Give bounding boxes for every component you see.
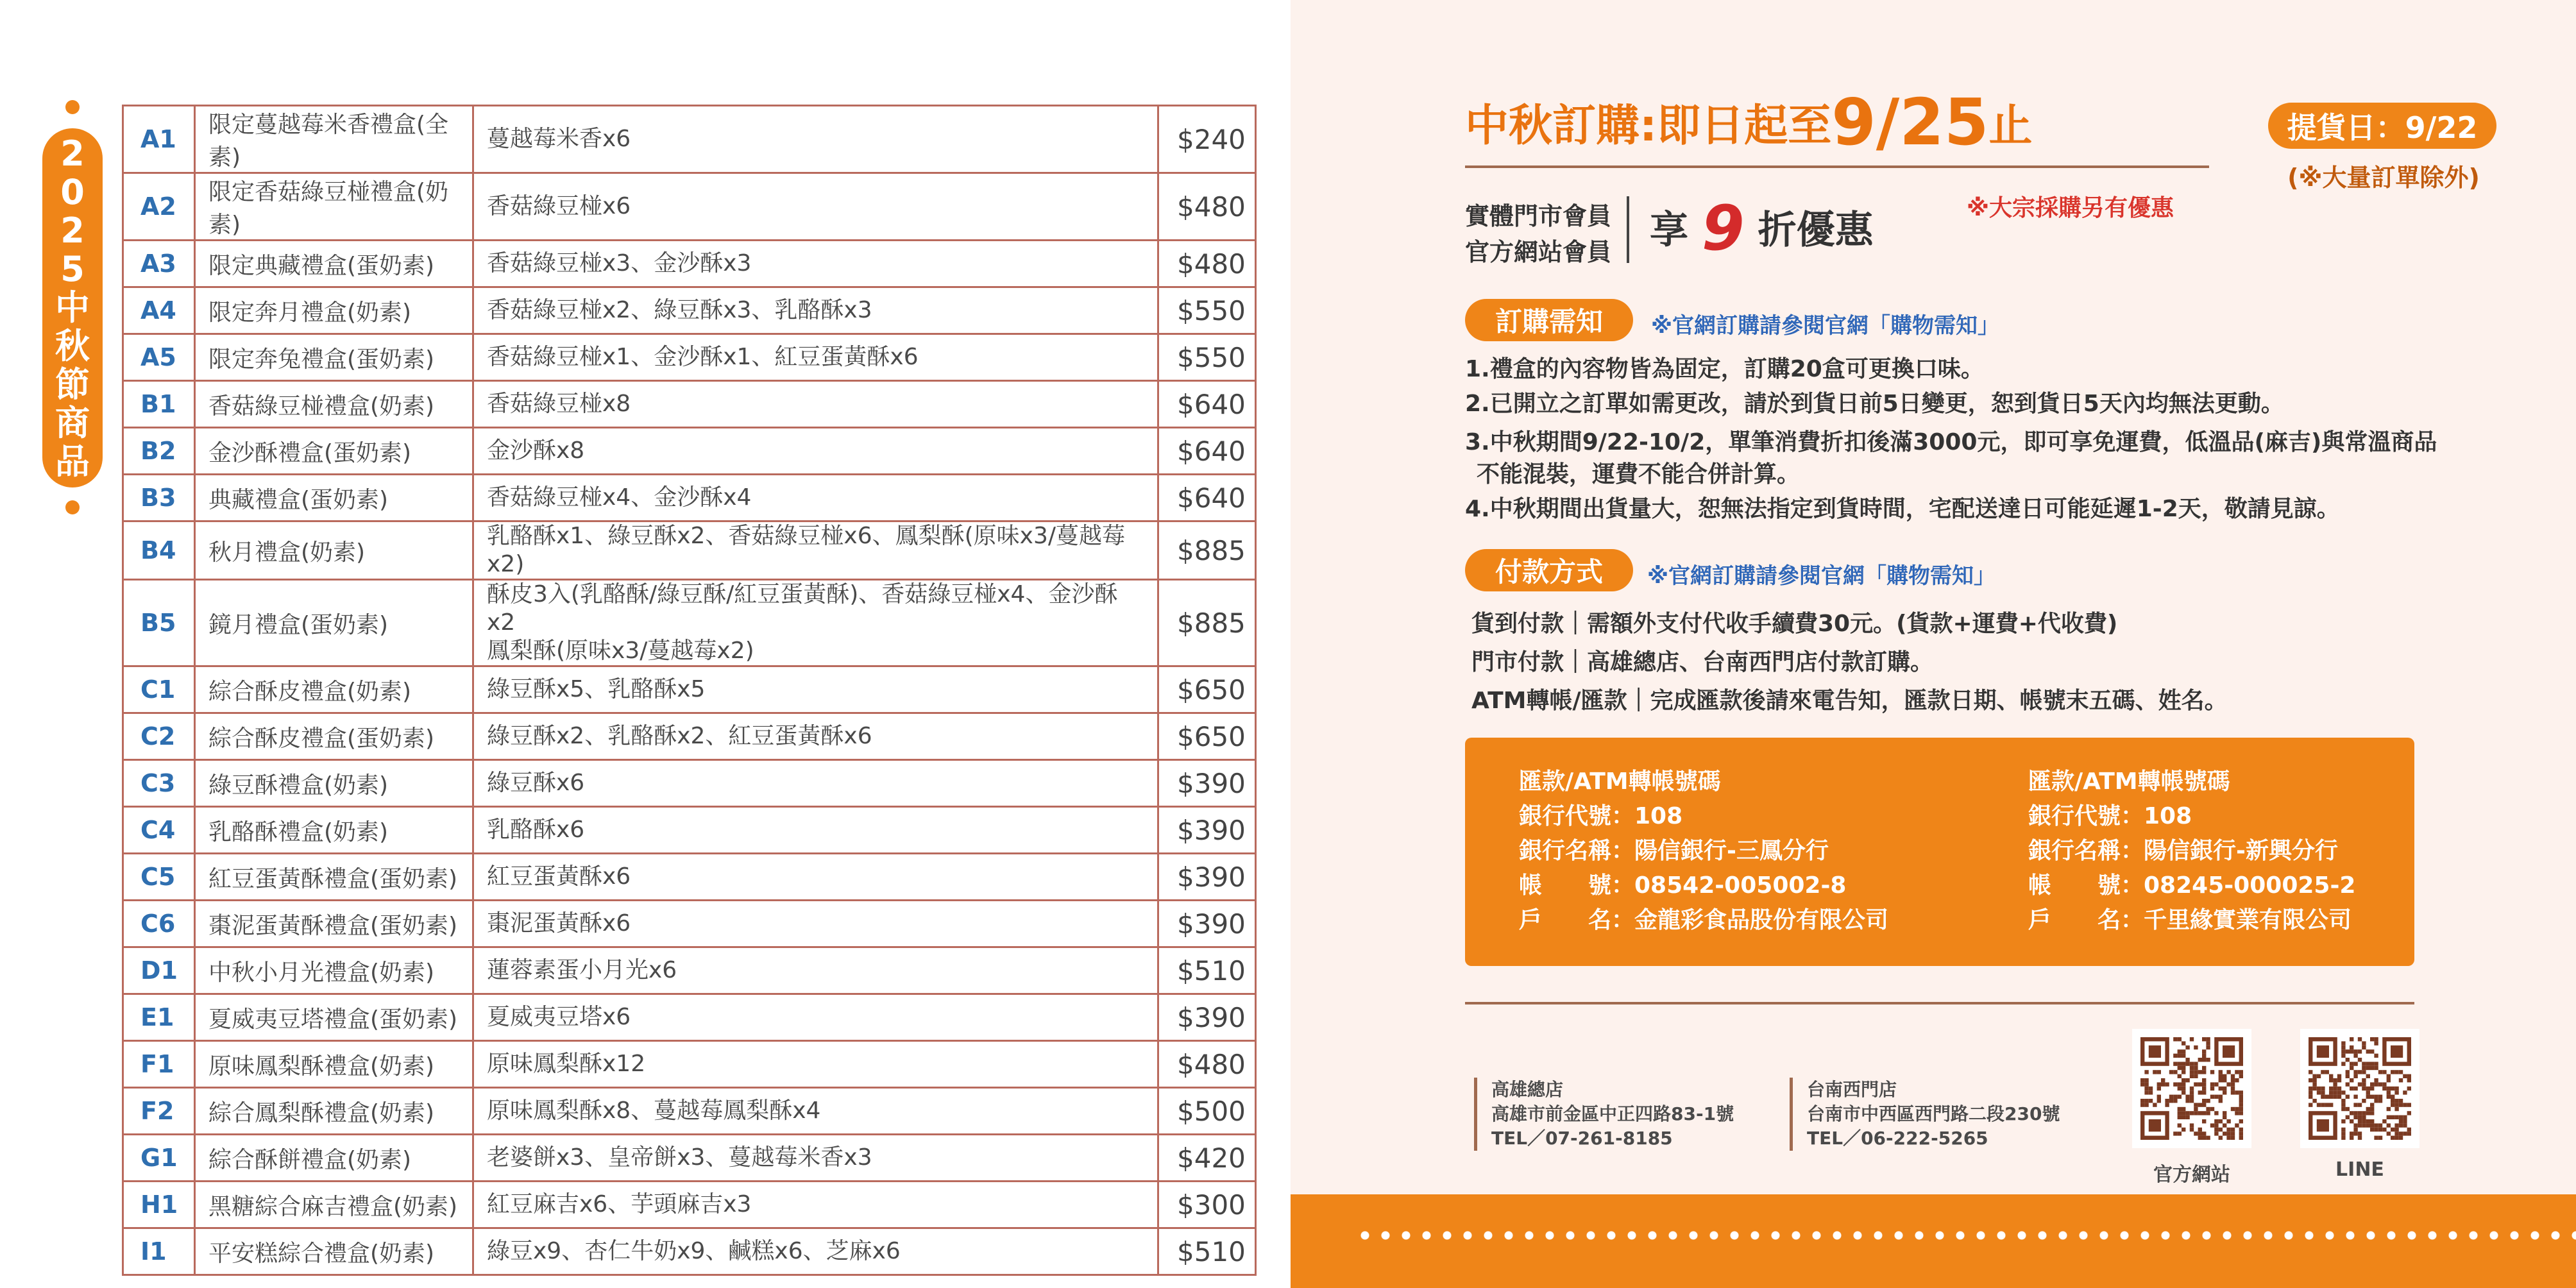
product-name: 綜合酥皮禮盒(蛋奶素)	[195, 713, 473, 760]
store-tainan	[1790, 1078, 2060, 1151]
product-code: B2	[123, 428, 195, 475]
product-contents: 香菇綠豆椪x4、金沙酥x4	[473, 475, 1158, 521]
side-title-char: 品	[55, 441, 90, 482]
bank-account-number: 帳 號：08245-000025-2	[2028, 872, 2356, 899]
product-contents: 香菇綠豆椪x8	[473, 381, 1158, 428]
product-price: $885	[1158, 521, 1256, 580]
product-contents: 金沙酥x8	[473, 428, 1158, 475]
product-price: $480	[1158, 173, 1256, 241]
product-contents: 夏威夷豆塔x6	[473, 994, 1158, 1041]
product-contents: 紅豆蛋黃酥x6	[473, 854, 1158, 901]
product-price: $550	[1158, 334, 1256, 381]
product-code: B3	[123, 475, 195, 521]
side-title-char: 節	[55, 364, 90, 405]
product-contents: 綠豆酥x2、乳酪酥x2、紅豆蛋黃酥x6	[473, 713, 1158, 760]
product-name: 黑糖綜合麻吉禮盒(奶素)	[195, 1182, 473, 1228]
product-price: $885	[1158, 580, 1256, 666]
dotted-line-decor	[1355, 1230, 2576, 1241]
website-qr-code[interactable]	[2132, 1029, 2251, 1148]
order-rule-4: 4.中秋期間出貨量大，恕無法指定到貨時間，宅配送達日可能延遲1-2天，敬請見諒。	[1465, 496, 2340, 522]
product-row	[123, 901, 1256, 947]
side-title-char: 5	[60, 249, 85, 289]
product-code: A2	[123, 173, 195, 241]
product-row	[123, 428, 1256, 475]
side-title-char: 0	[60, 172, 85, 212]
headline-prefix: 中秋訂購:即日起至	[1465, 101, 1832, 151]
product-row	[123, 713, 1256, 760]
bank-account-box	[1465, 738, 2414, 966]
product-price: $640	[1158, 475, 1256, 521]
product-price: $390	[1158, 760, 1256, 807]
product-price: $390	[1158, 807, 1256, 854]
member-store-label: 實體門市會員	[1465, 202, 1612, 230]
product-code: C5	[123, 854, 195, 901]
bulk-purchase-note: ※大宗採購另有優惠	[1967, 195, 2174, 221]
product-price: $390	[1158, 994, 1256, 1041]
bank-account-holder: 戶 名：千里緣實業有限公司	[2028, 907, 2352, 933]
store-phone: TEL／06-222-5265	[1807, 1128, 1988, 1149]
product-name: 限定奔兔禮盒(蛋奶素)	[195, 334, 473, 381]
product-code: C6	[123, 901, 195, 947]
order-info-panel	[1291, 0, 2576, 1288]
product-price: $480	[1158, 1041, 1256, 1088]
bank-account-1	[1519, 765, 1888, 938]
discount-post: 折優惠	[1758, 208, 1874, 253]
discount-offer	[1650, 192, 1874, 264]
product-name: 鏡月禮盒(蛋奶素)	[195, 580, 473, 666]
product-code: B1	[123, 381, 195, 428]
product-row	[123, 173, 1256, 241]
payment-atm: ATM轉帳/匯款｜完成匯款後請來電告知，匯款日期、帳號末五碼、姓名。	[1471, 688, 2228, 714]
product-name: 限定奔月禮盒(奶素)	[195, 287, 473, 334]
store-phone: TEL／07-261-8185	[1491, 1128, 1673, 1149]
product-name: 夏威夷豆塔禮盒(蛋奶素)	[195, 994, 473, 1041]
side-title-tab	[42, 128, 103, 487]
product-contents: 棗泥蛋黃酥x6	[473, 901, 1158, 947]
product-row	[123, 1041, 1256, 1088]
product-row	[123, 1088, 1256, 1135]
side-title-char: 商	[55, 403, 90, 443]
product-contents: 香菇綠豆椪x6	[473, 173, 1158, 241]
product-name: 綠豆酥禮盒(奶素)	[195, 760, 473, 807]
product-contents: 紅豆麻吉x6、芋頭麻吉x3	[473, 1182, 1158, 1228]
side-dot-top	[65, 100, 80, 114]
product-contents: 綠豆x9、杏仁牛奶x9、鹹糕x6、芝麻x6	[473, 1228, 1158, 1275]
product-row	[123, 947, 1256, 994]
product-row	[123, 1228, 1256, 1275]
product-code: F1	[123, 1041, 195, 1088]
member-online-label: 官方網站會員	[1465, 238, 1612, 266]
bank-account-holder: 戶 名：金龍彩食品股份有限公司	[1519, 907, 1889, 933]
side-dot-bottom	[65, 500, 80, 514]
product-name: 綜合酥皮禮盒(奶素)	[195, 666, 473, 713]
bank-name: 銀行名稱：陽信銀行-新興分行	[2028, 838, 2338, 864]
product-contents: 原味鳳梨酥x12	[473, 1041, 1158, 1088]
store-name: 高雄總店	[1491, 1079, 1564, 1100]
product-price: $650	[1158, 666, 1256, 713]
product-contents-line: 鳳梨酥(原味x3/蔓越莓x2)	[487, 638, 754, 664]
product-name: 棗泥蛋黃酥禮盒(蛋奶素)	[195, 901, 473, 947]
payment-store: 門市付款｜高雄總店、台南西門店付款訂購。	[1471, 649, 1934, 675]
product-row	[123, 287, 1256, 334]
store-kaohsiung	[1474, 1078, 1734, 1151]
headline-divider	[1465, 165, 2209, 168]
product-price: $510	[1158, 1228, 1256, 1275]
bank-title: 匯款/ATM轉帳號碼	[1519, 768, 1721, 795]
product-row	[123, 666, 1256, 713]
product-row	[123, 854, 1256, 901]
product-price: $640	[1158, 428, 1256, 475]
product-contents: 乳酪酥x6	[473, 807, 1158, 854]
product-code: A4	[123, 287, 195, 334]
product-code: B5	[123, 580, 195, 666]
product-name: 限定香菇綠豆椪禮盒(奶素)	[195, 173, 473, 241]
product-name: 秋月禮盒(奶素)	[195, 521, 473, 580]
payment-cod: 貨到付款｜需額外支付代收手續費30元。(貨款+運費+代收費)	[1471, 611, 2118, 637]
product-table	[122, 105, 1257, 1276]
bank-account-2	[2028, 765, 2355, 938]
product-code: B4	[123, 521, 195, 580]
product-name: 乳酪酥禮盒(奶素)	[195, 807, 473, 854]
product-contents: 蓮蓉素蛋小月光x6	[473, 947, 1158, 994]
product-price: $480	[1158, 241, 1256, 287]
side-title-char: 秋	[55, 326, 90, 366]
product-row	[123, 475, 1256, 521]
bank-name: 銀行名稱：陽信銀行-三鳳分行	[1519, 838, 1829, 864]
product-contents	[473, 580, 1158, 666]
bank-code: 銀行代號：108	[2028, 803, 2192, 829]
product-code: G1	[123, 1135, 195, 1182]
payment-method-note: ※官網訂購請參閱官網「購物需知」	[1647, 563, 1996, 589]
product-row	[123, 1135, 1256, 1182]
product-contents: 綠豆酥x5、乳酪酥x5	[473, 666, 1158, 713]
headline-date: 9/25	[1831, 85, 1989, 160]
product-contents-line: 酥皮3入(乳酪酥/綠豆酥/紅豆蛋黃酥)、香菇綠豆椪x4、金沙酥x2	[487, 581, 1118, 636]
product-price: $390	[1158, 901, 1256, 947]
product-row	[123, 580, 1256, 666]
product-price: $550	[1158, 287, 1256, 334]
order-rule-3-cont: 不能混裝，運費不能合併計算。	[1477, 461, 1801, 487]
product-row	[123, 1182, 1256, 1228]
line-qr-code[interactable]	[2300, 1029, 2419, 1148]
bank-code: 銀行代號：108	[1519, 803, 1683, 829]
product-name: 綜合鳳梨酥禮盒(奶素)	[195, 1088, 473, 1135]
product-code: A5	[123, 334, 195, 381]
bank-account-number: 帳 號：08542-005002-8	[1519, 872, 1847, 899]
bank-title: 匯款/ATM轉帳號碼	[2028, 768, 2230, 795]
website-qr-label: 官方網站	[2153, 1164, 2230, 1186]
product-row	[123, 994, 1256, 1041]
product-price: $300	[1158, 1182, 1256, 1228]
side-title-char: 2	[60, 133, 85, 174]
product-name: 紅豆蛋黃酥禮盒(蛋奶素)	[195, 854, 473, 901]
store-address: 高雄市前金區中正四路83-1號	[1491, 1103, 1734, 1124]
product-name: 中秋小月光禮盒(奶素)	[195, 947, 473, 994]
product-contents: 香菇綠豆椪x1、金沙酥x1、紅豆蛋黃酥x6	[473, 334, 1158, 381]
product-price: $640	[1158, 381, 1256, 428]
product-code: H1	[123, 1182, 195, 1228]
pickup-note: (※大量訂單除外)	[2287, 164, 2480, 192]
product-code: E1	[123, 994, 195, 1041]
product-contents: 原味鳳梨酥x8、蔓越莓鳳梨酥x4	[473, 1088, 1158, 1135]
product-row	[123, 521, 1256, 580]
product-price: $500	[1158, 1088, 1256, 1135]
headline-suffix: 止	[1988, 101, 2033, 151]
product-contents: 綠豆酥x6	[473, 760, 1158, 807]
product-row	[123, 760, 1256, 807]
product-price: $650	[1158, 713, 1256, 760]
product-name: 金沙酥禮盒(蛋奶素)	[195, 428, 473, 475]
side-title-char: 2	[60, 210, 85, 251]
product-price: $420	[1158, 1135, 1256, 1182]
product-code: A1	[123, 106, 195, 173]
bottom-decor-band	[1291, 1194, 2576, 1288]
product-row	[123, 381, 1256, 428]
product-contents: 乳酪酥x1、綠豆酥x2、香菇綠豆椪x6、鳳梨酥(原味x3/蔓越莓x2)	[473, 521, 1158, 580]
product-price: $390	[1158, 854, 1256, 901]
store-name: 台南西門店	[1807, 1079, 1897, 1100]
product-price: $510	[1158, 947, 1256, 994]
member-divider	[1627, 196, 1629, 263]
payment-method-pill: 付款方式	[1465, 549, 1633, 591]
footer-divider	[1465, 1002, 2414, 1004]
product-name: 原味鳳梨酥禮盒(奶素)	[195, 1041, 473, 1088]
product-name: 限定蔓越莓米香禮盒(全素)	[195, 106, 473, 173]
product-name: 香菇綠豆椪禮盒(奶素)	[195, 381, 473, 428]
product-contents: 香菇綠豆椪x2、綠豆酥x3、乳酪酥x3	[473, 287, 1158, 334]
order-rule-2: 2.已開立之訂單如需更改，請於到貨日前5日變更，恕到貨日5天內均無法更動。	[1465, 391, 2284, 417]
line-qr-label: LINE	[2335, 1158, 2384, 1181]
product-contents: 老婆餅x3、皇帝餅x3、蔓越莓米香x3	[473, 1135, 1158, 1182]
product-price: $240	[1158, 106, 1256, 173]
product-name: 平安糕綜合禮盒(奶素)	[195, 1228, 473, 1275]
product-name: 典藏禮盒(蛋奶素)	[195, 475, 473, 521]
order-notice-note: ※官網訂購請參閱官網「購物需知」	[1651, 313, 2000, 339]
order-rule-3: 3.中秋期間9/22-10/2，單筆消費折扣後滿3000元，即可享免運費，低溫品(麻吉)與常溫商品	[1465, 429, 2437, 455]
product-row	[123, 106, 1256, 173]
pickup-date-badge: 提貨日：9/22	[2268, 103, 2496, 149]
product-code: F2	[123, 1088, 195, 1135]
order-notice-pill: 訂購需知	[1465, 299, 1633, 341]
product-code: C4	[123, 807, 195, 854]
product-row	[123, 241, 1256, 287]
product-code: A3	[123, 241, 195, 287]
store-address: 台南市中西區西門路二段230號	[1807, 1103, 2060, 1124]
product-row	[123, 807, 1256, 854]
order-period-headline	[1465, 85, 2032, 160]
product-row	[123, 334, 1256, 381]
discount-number: 9	[1701, 192, 1745, 264]
discount-pre: 享	[1650, 208, 1688, 253]
side-title-char: 中	[55, 287, 90, 328]
product-contents: 香菇綠豆椪x3、金沙酥x3	[473, 241, 1158, 287]
product-code: C3	[123, 760, 195, 807]
product-contents: 蔓越莓米香x6	[473, 106, 1158, 173]
product-code: I1	[123, 1228, 195, 1275]
product-code: D1	[123, 947, 195, 994]
product-code: C1	[123, 666, 195, 713]
order-rule-1: 1.禮盒的內容物皆為固定，訂購20盒可更換口味。	[1465, 356, 1984, 382]
product-name: 限定典藏禮盒(蛋奶素)	[195, 241, 473, 287]
product-name: 綜合酥餅禮盒(奶素)	[195, 1135, 473, 1182]
product-code: C2	[123, 713, 195, 760]
